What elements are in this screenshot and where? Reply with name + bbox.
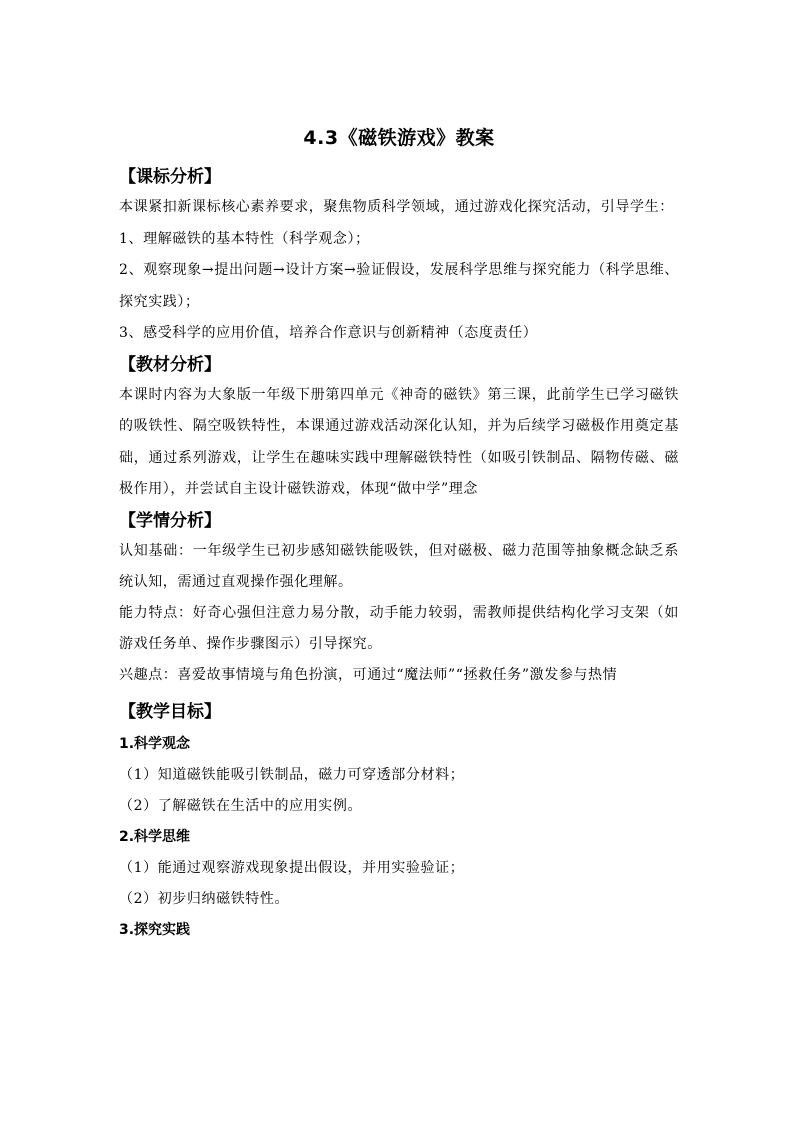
section-heading-objectives: 【教学目标】	[119, 701, 221, 722]
objectives-section	[119, 697, 679, 946]
section-heading-curriculum: 【课标分析】	[119, 167, 221, 187]
section-heading-textbook: 【教材分析】	[119, 354, 221, 375]
objective-item: （2）初步归纳磁铁特性。	[119, 890, 290, 907]
curriculum-item: 2、观察现象→提出问题→设计方案→验证假设，发展科学思维与探究能力（科学思维、探究实践）；	[119, 262, 679, 310]
learners-item: 兴趣点：喜爱故事情境与角色扮演，可通过“魔法师”“拯救任务”激发参与热情	[119, 666, 618, 683]
learners-item: 能力特点：好奇心强但注意力易分散，动手能力较弱，需教师提供结构化学习支架（如游戏任务单、操作步骤图示）引导探究。	[119, 604, 679, 652]
objective-group-title: 2.科学思维	[119, 828, 191, 845]
learners-section	[119, 506, 679, 691]
textbook-section	[119, 350, 679, 506]
curriculum-section	[119, 162, 679, 350]
objective-group-title: 1.科学观念	[119, 735, 191, 752]
objective-item: （1）能通过观察游戏现象提出假设，并用实验验证；	[119, 859, 465, 876]
objective-group-title: 3.探究实践	[119, 921, 191, 938]
section-heading-learners: 【学情分析】	[119, 510, 221, 531]
textbook-body: 本课时内容为大象版一年级下册第四单元《神奇的磁铁》第三课，此前学生已学习磁铁的吸铁性、隔空吸铁特性，本课通过游戏活动深化认知，并为后续学习磁极作用奠定基础，通过系列游戏，让学生在趣味实践中理解磁铁特性（如吸引铁制品、隔物传磁、磁极作用），并尝试自主设计磁铁游戏，体现“做中学”理念	[119, 386, 679, 497]
document-content	[119, 118, 679, 946]
objective-item: （2）了解磁铁在生活中的应用实例。	[119, 797, 363, 814]
curriculum-item: 3、感受科学的应用价值，培养合作意识与创新精神（态度责任）	[119, 325, 538, 341]
curriculum-item: 1、理解磁铁的基本特性（科学观念）；	[119, 230, 370, 247]
document-title: 4.3《磁铁游戏》教案	[303, 127, 495, 149]
objective-item: （1）知道磁铁能吸引铁制品，磁力可穿透部分材料；	[119, 766, 465, 783]
learners-item: 认知基础：一年级学生已初步感知磁铁能吸铁，但对磁极、磁力范围等抽象概念缺乏系统认知，需通过直观操作强化理解。	[119, 542, 679, 590]
curriculum-intro: 本课紧扣新课标核心素养要求，聚焦物质科学领域，通过游戏化探究活动，引导学生：	[119, 199, 674, 215]
